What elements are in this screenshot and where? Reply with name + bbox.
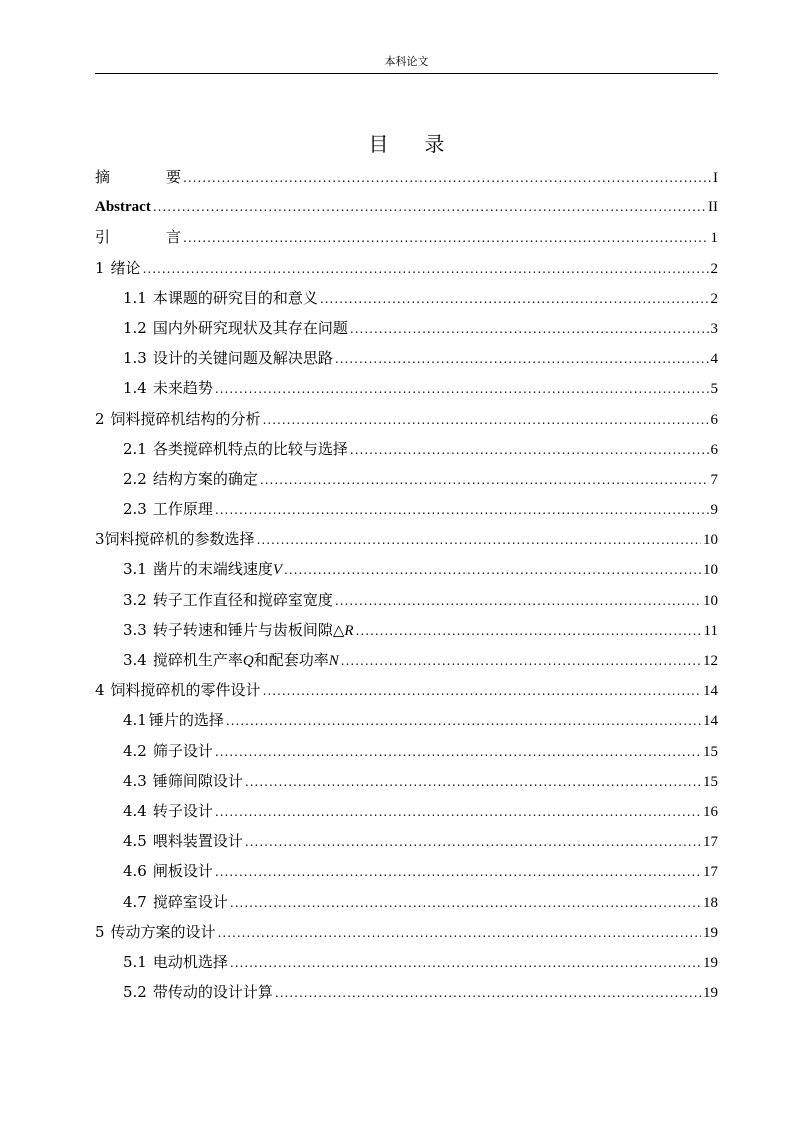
toc-entry-2-3[interactable] bbox=[95, 494, 718, 524]
toc-entry-1-4[interactable] bbox=[95, 373, 718, 403]
toc-page-number: 10 bbox=[703, 592, 718, 609]
leader-dots bbox=[335, 586, 701, 616]
toc-number: 4.5 bbox=[123, 832, 147, 851]
toc-page-number: 19 bbox=[703, 985, 718, 1002]
leader-dots bbox=[356, 616, 702, 646]
leader-dots bbox=[215, 737, 701, 767]
toc-number: 1.3 bbox=[123, 349, 147, 368]
toc-label: 饲料搅碎机的零件设计 bbox=[110, 681, 261, 700]
toc-label: 工作原理 bbox=[152, 500, 213, 519]
toc-page-number: 15 bbox=[703, 773, 718, 790]
toc-page-number: 14 bbox=[703, 683, 718, 700]
toc-number: 2.3 bbox=[123, 500, 147, 519]
table-of-contents bbox=[95, 162, 718, 1007]
leader-dots bbox=[320, 284, 709, 314]
header-rule bbox=[95, 73, 718, 74]
leader-dots bbox=[230, 948, 701, 978]
toc-number: 3.1 bbox=[123, 560, 147, 579]
toc-entry-3-3[interactable] bbox=[95, 615, 718, 645]
toc-entry-2-2[interactable] bbox=[95, 464, 718, 494]
toc-label: 转子工作直径和搅碎室宽度 bbox=[152, 590, 333, 609]
toc-number: 2.2 bbox=[123, 469, 147, 488]
toc-label: 结构方案的确定 bbox=[152, 469, 258, 488]
toc-label: 转子设计 bbox=[152, 801, 213, 820]
toc-page-number: 14 bbox=[703, 713, 718, 730]
leader-dots bbox=[284, 555, 701, 585]
toc-variable: R bbox=[344, 622, 354, 639]
leader-dots bbox=[218, 918, 701, 948]
toc-variable: V bbox=[272, 562, 283, 579]
toc-label-part: 引 bbox=[95, 228, 111, 247]
toc-page-number: 19 bbox=[703, 924, 718, 941]
leader-dots bbox=[230, 888, 701, 918]
toc-label: 闸板设计 bbox=[152, 862, 213, 881]
toc-label: 各类搅碎机特点的比较与选择 bbox=[152, 439, 348, 458]
toc-label: 和配套功率 bbox=[253, 651, 329, 669]
toc-label: 未来趋势 bbox=[152, 379, 213, 398]
toc-label: Abstract bbox=[95, 199, 151, 216]
toc-variable: N bbox=[328, 653, 339, 669]
toc-entry-1-3[interactable] bbox=[95, 343, 718, 373]
leader-dots bbox=[245, 827, 701, 857]
toc-entry-4-3[interactable] bbox=[95, 766, 718, 796]
toc-page-number: 2 bbox=[710, 260, 718, 277]
toc-page-number: 15 bbox=[703, 743, 718, 760]
leader-dots bbox=[335, 344, 709, 374]
toc-number: 2.1 bbox=[123, 439, 147, 458]
toc-number: 4.3 bbox=[123, 771, 147, 790]
toc-label: 电动机选择 bbox=[152, 952, 228, 971]
toc-page-number: 7 bbox=[710, 471, 718, 488]
toc-entry-4-6[interactable] bbox=[95, 856, 718, 886]
toc-page-number: 9 bbox=[710, 502, 718, 519]
toc-page-number: 19 bbox=[703, 954, 718, 971]
leader-dots bbox=[226, 706, 701, 736]
toc-label-part: 摘 bbox=[95, 168, 111, 186]
toc-label: 凿片的末端线速度 bbox=[152, 560, 273, 579]
toc-number: 5 bbox=[95, 922, 105, 941]
toc-page-number: 16 bbox=[703, 803, 718, 820]
toc-label: 饲料搅碎机的参数选择 bbox=[104, 530, 255, 549]
leader-dots bbox=[215, 374, 709, 404]
toc-label-part: 要 bbox=[166, 168, 182, 186]
toc-page-number: 4 bbox=[710, 351, 718, 368]
toc-number: 4.6 bbox=[123, 862, 147, 881]
toc-label: 转子转速和锤片与齿板间隙△ bbox=[152, 620, 345, 639]
leader-dots bbox=[215, 495, 709, 525]
toc-page-number: I bbox=[713, 170, 718, 186]
toc-number: 3.4 bbox=[123, 651, 147, 669]
toc-number: 1.1 bbox=[123, 288, 147, 307]
toc-page-number: 17 bbox=[703, 864, 718, 881]
toc-page-number: 18 bbox=[703, 894, 718, 911]
toc-page-number: 12 bbox=[703, 653, 718, 669]
toc-number: 5.2 bbox=[123, 983, 147, 1002]
toc-number: 1.4 bbox=[123, 379, 147, 398]
toc-entry-5-2[interactable] bbox=[95, 977, 718, 1007]
toc-page-number: 5 bbox=[710, 381, 718, 398]
running-header: 本科论文 bbox=[384, 55, 429, 68]
leader-dots bbox=[260, 465, 709, 495]
toc-number: 4.1 bbox=[123, 711, 147, 730]
toc-entry-1-1[interactable] bbox=[95, 283, 718, 313]
toc-page-number: 1 bbox=[710, 230, 718, 247]
toc-entry-4-4[interactable] bbox=[95, 796, 718, 826]
toc-label: 传动方案的设计 bbox=[110, 922, 216, 941]
toc-number: 4 bbox=[95, 681, 105, 700]
toc-number: 3.2 bbox=[123, 590, 147, 609]
leader-dots bbox=[341, 646, 701, 676]
toc-number: 5.1 bbox=[123, 952, 147, 971]
toc-variable: Q bbox=[242, 653, 254, 669]
toc-label: 国内外研究现状及其存在问题 bbox=[152, 318, 348, 337]
leader-dots bbox=[215, 797, 701, 827]
toc-number: 1 bbox=[95, 258, 105, 277]
leader-dots bbox=[183, 223, 708, 253]
toc-entry-introduction[interactable] bbox=[95, 222, 718, 252]
toc-entry-4-2[interactable] bbox=[95, 736, 718, 766]
leader-dots bbox=[263, 676, 701, 706]
toc-label-part: 言 bbox=[166, 228, 182, 247]
toc-entry-chapter-4[interactable] bbox=[95, 675, 718, 705]
toc-number: 4.2 bbox=[123, 741, 147, 760]
toc-title-part2: 录 bbox=[424, 132, 445, 156]
leader-dots bbox=[183, 163, 711, 193]
toc-entry-chapter-2[interactable] bbox=[95, 404, 718, 434]
toc-entry-chapter-1[interactable] bbox=[95, 253, 718, 283]
leader-dots bbox=[275, 978, 701, 1008]
toc-page-number: 10 bbox=[703, 562, 718, 579]
leader-dots bbox=[263, 405, 709, 435]
toc-page-number: 2 bbox=[710, 290, 718, 307]
toc-number: 4.7 bbox=[123, 892, 147, 911]
toc-page-number: 11 bbox=[703, 622, 718, 639]
toc-entry-3-2[interactable] bbox=[95, 585, 718, 615]
toc-entry-4-5[interactable] bbox=[95, 826, 718, 856]
toc-label: 喂料装置设计 bbox=[152, 832, 243, 851]
toc-page-number: 3 bbox=[710, 320, 718, 337]
toc-entry-4-1[interactable] bbox=[95, 705, 718, 735]
leader-dots bbox=[215, 857, 701, 887]
toc-number: 1.2 bbox=[123, 318, 147, 337]
toc-entry-abstract-en[interactable] bbox=[95, 192, 718, 222]
toc-page-number: 10 bbox=[703, 532, 718, 549]
toc-page-number: II bbox=[708, 199, 718, 216]
toc-label: 设计的关键问题及解决思路 bbox=[152, 349, 333, 368]
toc-entry-5-1[interactable] bbox=[95, 947, 718, 977]
leader-dots bbox=[350, 314, 709, 344]
toc-label: 搅碎机生产率 bbox=[152, 651, 243, 669]
toc-entry-4-7[interactable] bbox=[95, 887, 718, 917]
leader-dots bbox=[153, 192, 706, 222]
toc-entry-3-4[interactable] bbox=[95, 645, 718, 675]
toc-number: 4.4 bbox=[123, 801, 147, 820]
toc-entry-chapter-5[interactable] bbox=[95, 917, 718, 947]
toc-label: 搅碎室设计 bbox=[152, 892, 228, 911]
toc-entry-1-2[interactable] bbox=[95, 313, 718, 343]
toc-label: 锤筛间隙设计 bbox=[152, 771, 243, 790]
toc-number: 3.3 bbox=[123, 620, 147, 639]
toc-page-number: 6 bbox=[710, 441, 718, 458]
toc-entry-chapter-3[interactable] bbox=[95, 524, 718, 554]
toc-page-number: 6 bbox=[710, 411, 718, 428]
toc-title bbox=[95, 130, 718, 158]
toc-number: 3 bbox=[95, 530, 105, 549]
toc-label: 饲料搅碎机结构的分析 bbox=[110, 409, 261, 428]
toc-entry-2-1[interactable] bbox=[95, 434, 718, 464]
toc-label: 锤片的选择 bbox=[148, 711, 224, 730]
leader-dots bbox=[245, 767, 701, 797]
toc-number: 2 bbox=[95, 409, 105, 428]
toc-label: 本课题的研究目的和意义 bbox=[152, 288, 318, 307]
leader-dots bbox=[350, 435, 709, 465]
leader-dots bbox=[143, 254, 709, 284]
leader-dots bbox=[257, 525, 701, 555]
toc-entry-abstract-cn[interactable] bbox=[95, 162, 718, 192]
toc-label: 带传动的设计计算 bbox=[152, 983, 273, 1002]
toc-label: 绪论 bbox=[110, 258, 141, 277]
toc-entry-3-1[interactable] bbox=[95, 554, 718, 584]
toc-title-part1: 目 bbox=[368, 132, 389, 156]
toc-label: 筛子设计 bbox=[152, 741, 213, 760]
toc-page-number: 17 bbox=[703, 834, 718, 851]
